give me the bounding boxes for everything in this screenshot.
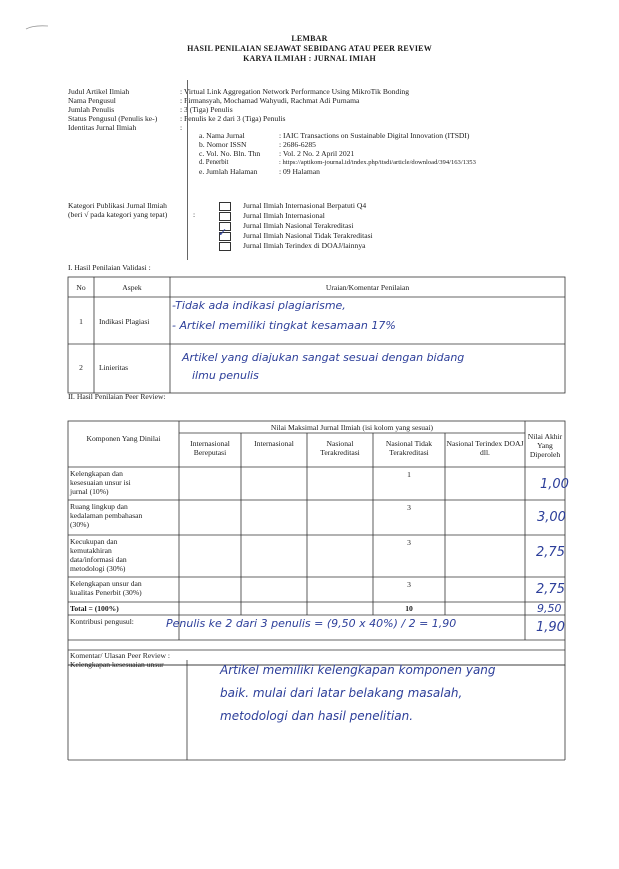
identity-value: : Virtual Link Aggregation Network Performance Using MikroTik Bonding (180, 87, 410, 96)
comments-title: Komentar/ Ulasan Peer Review : (70, 651, 170, 660)
journal-value: : IAIC Transactions on Sustainable Digital Innovation (ITSDI) (279, 131, 470, 140)
category-option: Jurnal Ilmiah Nasional Tidak Terakreditasi (243, 231, 373, 240)
identity-value: : 3 (Tiga) Penulis (180, 105, 233, 114)
header-line2: HASIL PENILAIAN SEJAWAT SEBIDANG ATAU PEER REVIEW (187, 44, 432, 53)
identity-label: Judul Artikel Ilmiah (68, 87, 130, 96)
handwritten-comment: -Tidak ada indikasi plagiarisme, (172, 299, 346, 312)
col-header-final: Nilai Akhir Yang Diperoleh (527, 432, 563, 459)
row-aspek: Indikasi Plagiasi (99, 317, 150, 326)
component-label: jurnal (10%) (70, 487, 109, 496)
identity-label: Status Pengusul (Penulis ke-) (68, 114, 158, 123)
category-option: Jurnal Ilmiah Internasional (243, 211, 325, 220)
component-label: Kecukupan dan (70, 537, 118, 546)
subcol-header: Internasional Bereputasi (190, 439, 230, 457)
handwritten-review: metodologi dan hasil penelitian. (220, 709, 414, 723)
max-value: 1 (407, 470, 411, 479)
final-value: 2,75 (536, 545, 565, 560)
component-label: kemutakhiran (70, 546, 112, 555)
final-value: 2,75 (536, 582, 565, 597)
handwritten-review: baik. mulai dari latar belakang masalah, (220, 686, 463, 700)
journal-value: : Vol. 2 No. 2 April 2021 (279, 149, 355, 158)
identity-value: : Penulis ke 2 dari 3 (Tiga) Penulis (180, 114, 286, 123)
journal-label: e. Jumlah Halaman (199, 167, 258, 176)
total-max: 10 (405, 604, 413, 613)
subcol-header: Nasional Tidak Terakreditasi (385, 439, 433, 457)
component-label: kedalaman pembahasan (70, 511, 143, 520)
category-hint: (beri √ pada kategori yang tepat) (68, 210, 168, 219)
category-label: Kategori Publikasi Jurnal Ilmiah (68, 201, 167, 210)
component-label: Ruang lingkup dan (70, 502, 128, 511)
col-header-component: Komponen Yang Dinilai (86, 434, 161, 443)
identity-label: Jumlah Penulis (68, 105, 115, 114)
component-label: Kelengkapan unsur dan (70, 579, 142, 588)
identity-label: Identitas Jurnal Ilmiah (68, 123, 137, 132)
max-value: 3 (407, 503, 411, 512)
journal-label: b. Nomor ISSN (199, 140, 247, 149)
identity-label: Nama Pengusul (68, 96, 116, 105)
handwritten-comment: - Artikel memiliki tingkat kesamaan 17% (172, 319, 396, 332)
component-label: Kelengkapan dan (70, 469, 123, 478)
subcol-header: Nasional Terakreditasi (320, 439, 360, 457)
header-line1: LEMBAR (291, 34, 328, 43)
contribution-label: Kontribusi pengusul: (70, 617, 134, 626)
contribution-formula: Penulis ke 2 dari 3 penulis = (9,50 x 40%) / 2 = 1,90 (166, 617, 457, 630)
check-mark-icon: ✓ (218, 226, 228, 239)
max-value: 3 (407, 580, 411, 589)
final-value: 1,00 (540, 477, 569, 492)
component-label: metodologi (30%) (70, 564, 126, 573)
identity-value: : (180, 123, 183, 132)
review-title: II. Hasil Penilaian Peer Review: (68, 392, 166, 401)
handwritten-comment: Artikel yang diajukan sangat sesuai dengan bidang (182, 351, 465, 364)
header-line3: KARYA ILMIAH : JURNAL IMIAH (243, 54, 376, 63)
category-option: Jurnal Ilmiah Nasional Terakreditasi (243, 221, 354, 230)
journal-label: c. Vol. No. Bln. Thn (199, 149, 261, 158)
handwritten-comment: ilmu penulis (192, 369, 259, 382)
contribution-final: 1,90 (536, 620, 565, 635)
journal-label: a. Nama Jurnal (199, 131, 245, 140)
max-value: 3 (407, 538, 411, 547)
subcol-header: Nasional Terindex DOAJ dll. (446, 439, 524, 457)
journal-label: d. Penerbit (199, 159, 229, 166)
col-group-header: Nilai Maksimal Jurnal Ilmiah (isi kolom yang sesuai) (270, 423, 434, 432)
identity-value: : Firmansyah, Mochamad Wahyudi, Rachmat Adi Purnama (180, 96, 360, 105)
handwritten-review: Artikel memiliki kelengkapan komponen yang (220, 663, 496, 677)
final-value: 3,00 (537, 510, 566, 525)
row-no: 2 (79, 363, 83, 372)
journal-value: : 2686-6285 (279, 140, 316, 149)
total-label: Total = (100%) (70, 604, 119, 613)
category-option: Jurnal Ilmiah Internasional Berpatuti Q4 (243, 201, 367, 210)
subcol-header: Internasional (254, 439, 294, 448)
journal-value: : https://aptikom-journal.id/index.php/itsdi/article/download/394/163/1353 (279, 159, 476, 166)
component-label: (30%) (70, 520, 89, 529)
row-aspek: Linieritas (99, 363, 129, 372)
component-label: kualitas Penerbit (30%) (70, 588, 142, 597)
category-colon: : (193, 210, 196, 219)
row-no: 1 (79, 317, 83, 326)
col-header-comment: Uraian/Komentar Penilaian (325, 283, 410, 292)
category-option: Jurnal Ilmiah Terindex di DOAJ/lainnya (243, 241, 366, 250)
validation-title: I. Hasil Penilaian Validasi : (68, 263, 151, 272)
comments-label: Kelengkapan kesesuaian unsur (70, 660, 164, 669)
journal-value: : 09 Halaman (279, 167, 320, 176)
col-header-aspek: Aspek (122, 283, 142, 292)
component-label: kesesuaian unsur isi (70, 478, 131, 487)
col-header-no: No (76, 283, 86, 292)
component-label: data/informasi dan (70, 555, 127, 564)
total-final: 9,50 (537, 602, 562, 615)
